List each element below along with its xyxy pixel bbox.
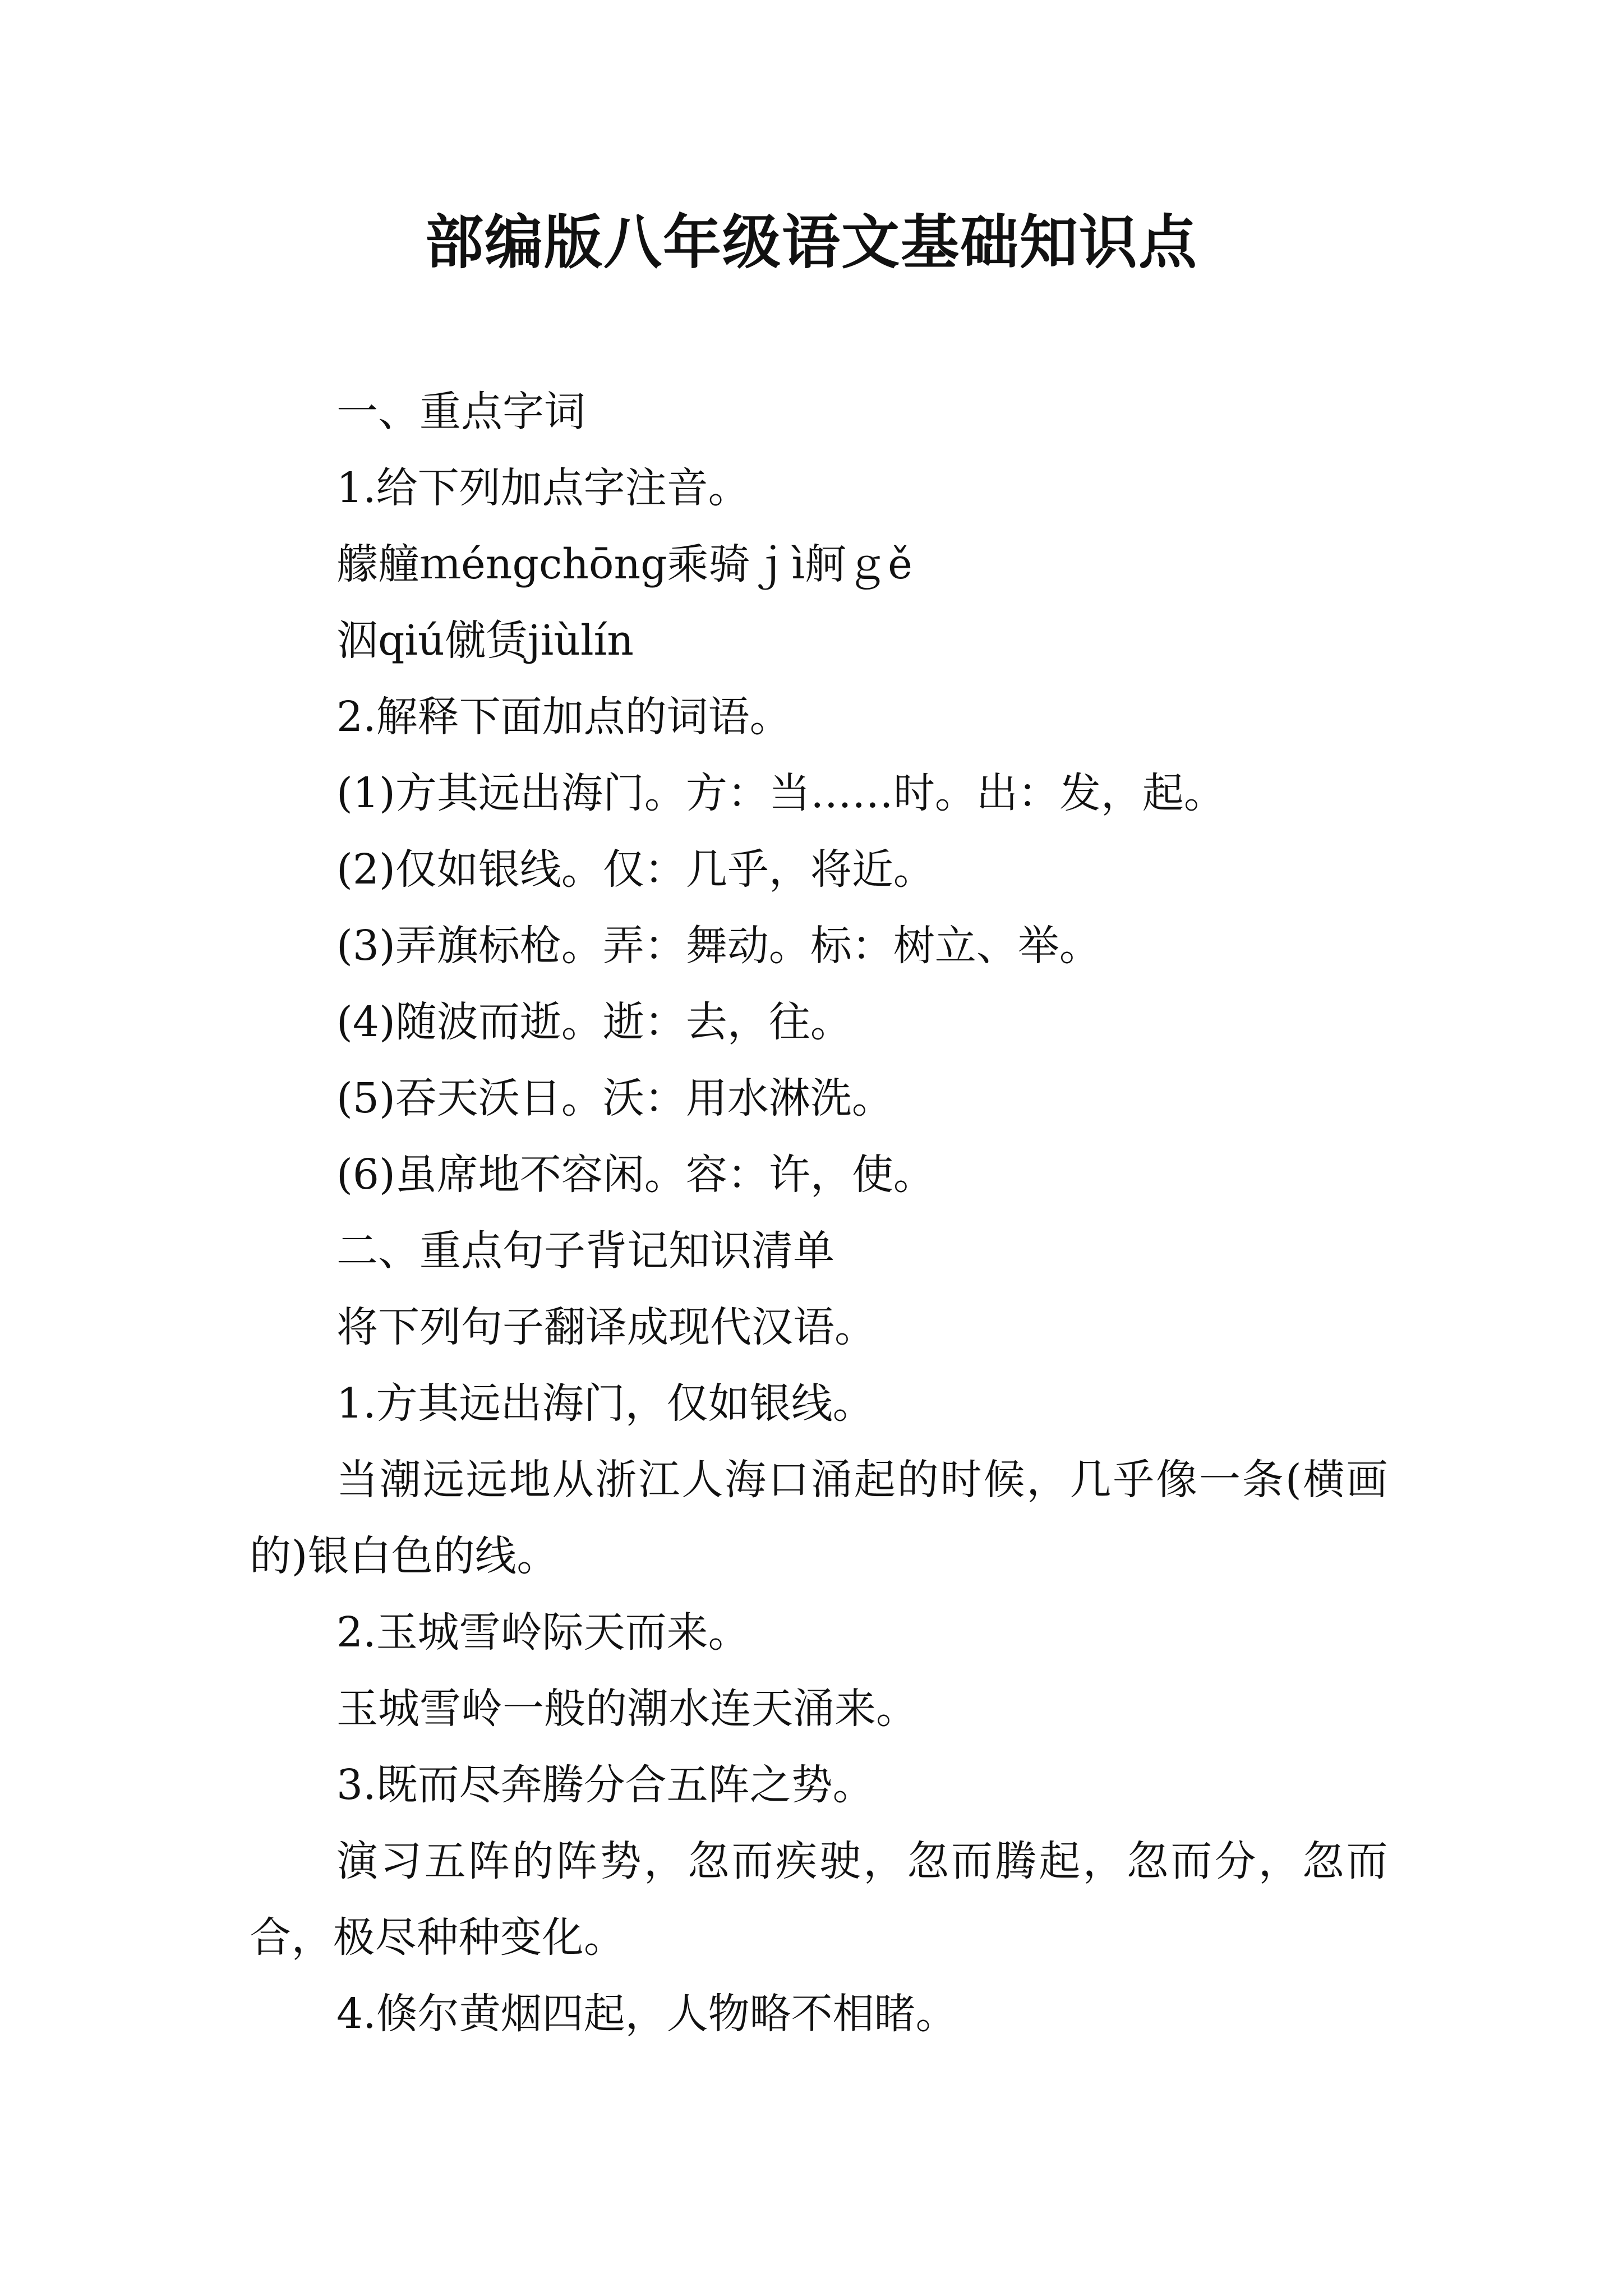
question-item: 1.给下列加点字注音。 — [336, 464, 750, 512]
definition-item: (3)弄旗标枪。弄：舞动。标：树立、举。 — [336, 922, 1101, 970]
pinyin-line: 艨艟ｍéngchōng乘骑ｊì舸ｇě — [336, 540, 912, 588]
question-item: 2.解释下面加点的词语。 — [336, 693, 791, 741]
translation-text: 玉城雪岭一般的潮水连天涌来。 — [336, 1685, 917, 1733]
definition-item: (2)仅如银线。仅：几乎，将近。 — [336, 845, 935, 894]
document-body — [250, 374, 1388, 2052]
pinyin-line: 泅qiú僦赁jiùlín — [336, 616, 634, 665]
definition-item: (1)方其远出海门。方：当……时。出：发，起。 — [336, 769, 1225, 817]
page-title: 部编版八年级语文基础知识点 — [425, 208, 1198, 277]
definition-item: (6)虽席地不容闲。容：许，使。 — [336, 1151, 935, 1199]
definition-item: (5)吞天沃日。沃：用水淋洗。 — [336, 1074, 893, 1122]
sentence-item: 2.玉城雪岭际天而来。 — [336, 1608, 750, 1657]
section-heading: 二、重点句子背记知识清单 — [336, 1227, 834, 1275]
sentence-item: 4.倏尔黄烟四起，人物略不相睹。 — [336, 1990, 957, 2038]
translation-text-content: 演习五阵的阵势，忽而疾驶，忽而腾起，忽而分，忽而合，极尽种种变化。 — [250, 1837, 1388, 1962]
translation-text — [250, 1823, 1388, 1976]
sentence-item: 3.既而尽奔腾分合五阵之势。 — [336, 1761, 874, 1809]
sentence-item: 1.方其远出海门，仅如银线。 — [336, 1379, 874, 1428]
translation-text — [250, 1442, 1388, 1594]
section-heading: 一、重点字词 — [336, 388, 585, 436]
instruction-text: 将下列句子翻译成现代汉语。 — [336, 1303, 876, 1351]
definition-item: (4)随波而逝。逝：去，往。 — [336, 998, 852, 1046]
translation-text-content: 当潮远远地从浙江人海口涌起的时候，几乎像一条(横画的)银白色的线。 — [250, 1456, 1388, 1580]
